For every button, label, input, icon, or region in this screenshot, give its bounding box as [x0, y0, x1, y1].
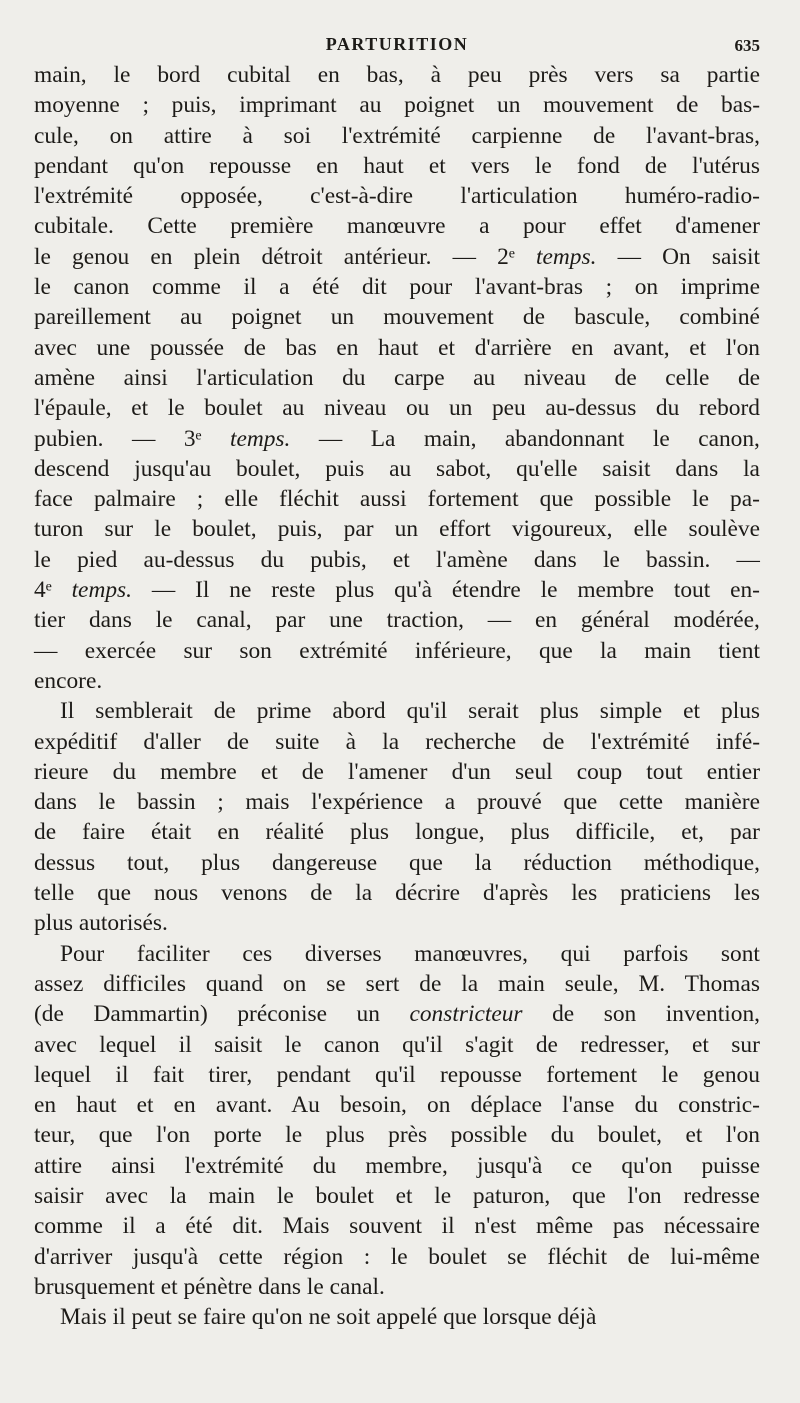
text-line: le genou en plein détroit antérieur. — 2ᵉ temps. — On saisit [34, 243, 760, 270]
text-line: turon sur le boulet, puis, par un effort vigoureux, elle soulève [34, 516, 760, 543]
text-line: pareillement au poignet un mouvement de bascule, combiné [34, 304, 760, 331]
text-line: d'arriver jusqu'à cette région : le boulet se fléchit de lui-même [34, 1243, 760, 1270]
text-line: Mais il peut se faire qu'on ne soit appelé que lorsque déjà [60, 1304, 597, 1331]
paragraph [34, 1302, 760, 1332]
text-line: l'épaule, et le boulet au niveau ou un peu au-dessus du rebord [34, 395, 760, 422]
text-line: avec une poussée de bas en haut et d'arrière en avant, et l'on [34, 334, 760, 361]
text-line: avec lequel il saisit le canon qu'il s'agit de redresser, et sur [34, 1031, 760, 1058]
text-line: encore. [34, 667, 103, 694]
text-line: expéditif d'aller de suite à la recherche de l'extrémité infé- [34, 728, 761, 755]
text-line: pubien. — 3ᵉ temps. — La main, abandonnant le canon, [34, 425, 760, 452]
running-title: PARTURITION [325, 34, 469, 54]
paragraph [34, 60, 760, 696]
text-line: en haut et en avant. Au besoin, on déplace l'anse du constric- [34, 1092, 760, 1119]
text-line: comme il a été dit. Mais souvent il n'est même pas nécessaire [34, 1213, 760, 1240]
text-line: assez difficiles quand on se sert de la main seule, M. Thomas [34, 970, 760, 997]
text-line: dans le bassin ; mais l'expérience a prouvé que cette manière [34, 789, 760, 816]
text-line: rieure du membre et de l'amener d'un seul coup tout entier [34, 758, 760, 785]
text-line: Il semblerait de prime abord qu'il serait plus simple et plus [60, 698, 761, 725]
text-line: dessus tout, plus dangereuse que la réduction méthodique, [34, 849, 760, 876]
text-line: Pour faciliter ces diverses manœuvres, qui parfois sont [60, 940, 760, 967]
text-line: saisir avec la main le boulet et le paturon, que l'on redresse [34, 1182, 760, 1209]
text-line: attire ainsi l'extrémité du membre, jusqu'à ce qu'on puisse [34, 1152, 760, 1179]
text-line: moyenne ; puis, imprimant au poignet un mouvement de bas- [34, 92, 761, 119]
page-number: 635 [734, 36, 760, 55]
text-line: cule, on attire à soi l'extrémité carpienne de l'avant-bras, [34, 122, 760, 149]
text-line: — exercée sur son extrémité inférieure, que la main tient [34, 637, 760, 664]
text-line: le canon comme il a été dit pour l'avant-bras ; on imprime [34, 274, 761, 301]
text-line: main, le bord cubital en bas, à peu près vers sa partie [34, 62, 761, 88]
text-line: face palmaire ; elle fléchit aussi fortement que possible le pa- [34, 486, 760, 513]
text-line: cubitale. Cette première manœuvre a pour effet d'amener [34, 213, 760, 240]
text-line: (de Dammartin) préconise un constricteur de son invention, [34, 1001, 760, 1028]
text-line: plus autorisés. [34, 910, 168, 937]
text-line: brusquement et pénètre dans le canal. [34, 1273, 385, 1300]
text-line: descend jusqu'au boulet, puis au sabot, qu'elle saisit dans la [34, 455, 760, 482]
body-text [34, 60, 760, 1332]
text-line: le pied au-dessus du pubis, et l'amène dans le bassin. — [34, 546, 760, 573]
text-line: telle que nous venons de la décrire d'après les praticiens les [34, 880, 760, 907]
text-line: l'extrémité opposée, c'est-à-dire l'articulation huméro-radio- [34, 183, 760, 210]
text-line: tier dans le canal, par une traction, — en général modérée, [34, 607, 760, 634]
paragraph [34, 696, 760, 938]
running-head [34, 30, 760, 60]
paragraph [34, 939, 760, 1303]
text-line: teur, que l'on porte le plus près possible du boulet, et l'on [34, 1122, 760, 1149]
text-line: lequel il fait tirer, pendant qu'il repousse fortement le genou [34, 1061, 760, 1088]
text-line: 4ᵉ temps. — Il ne reste plus qu'à étendre le membre tout en- [34, 577, 760, 604]
text-line: de faire était en réalité plus longue, plus difficile, et, par [34, 819, 760, 846]
text-line: pendant qu'on repousse en haut et vers le fond de l'utérus [34, 152, 760, 179]
text-line: amène ainsi l'articulation du carpe au niveau de celle de [34, 364, 761, 391]
